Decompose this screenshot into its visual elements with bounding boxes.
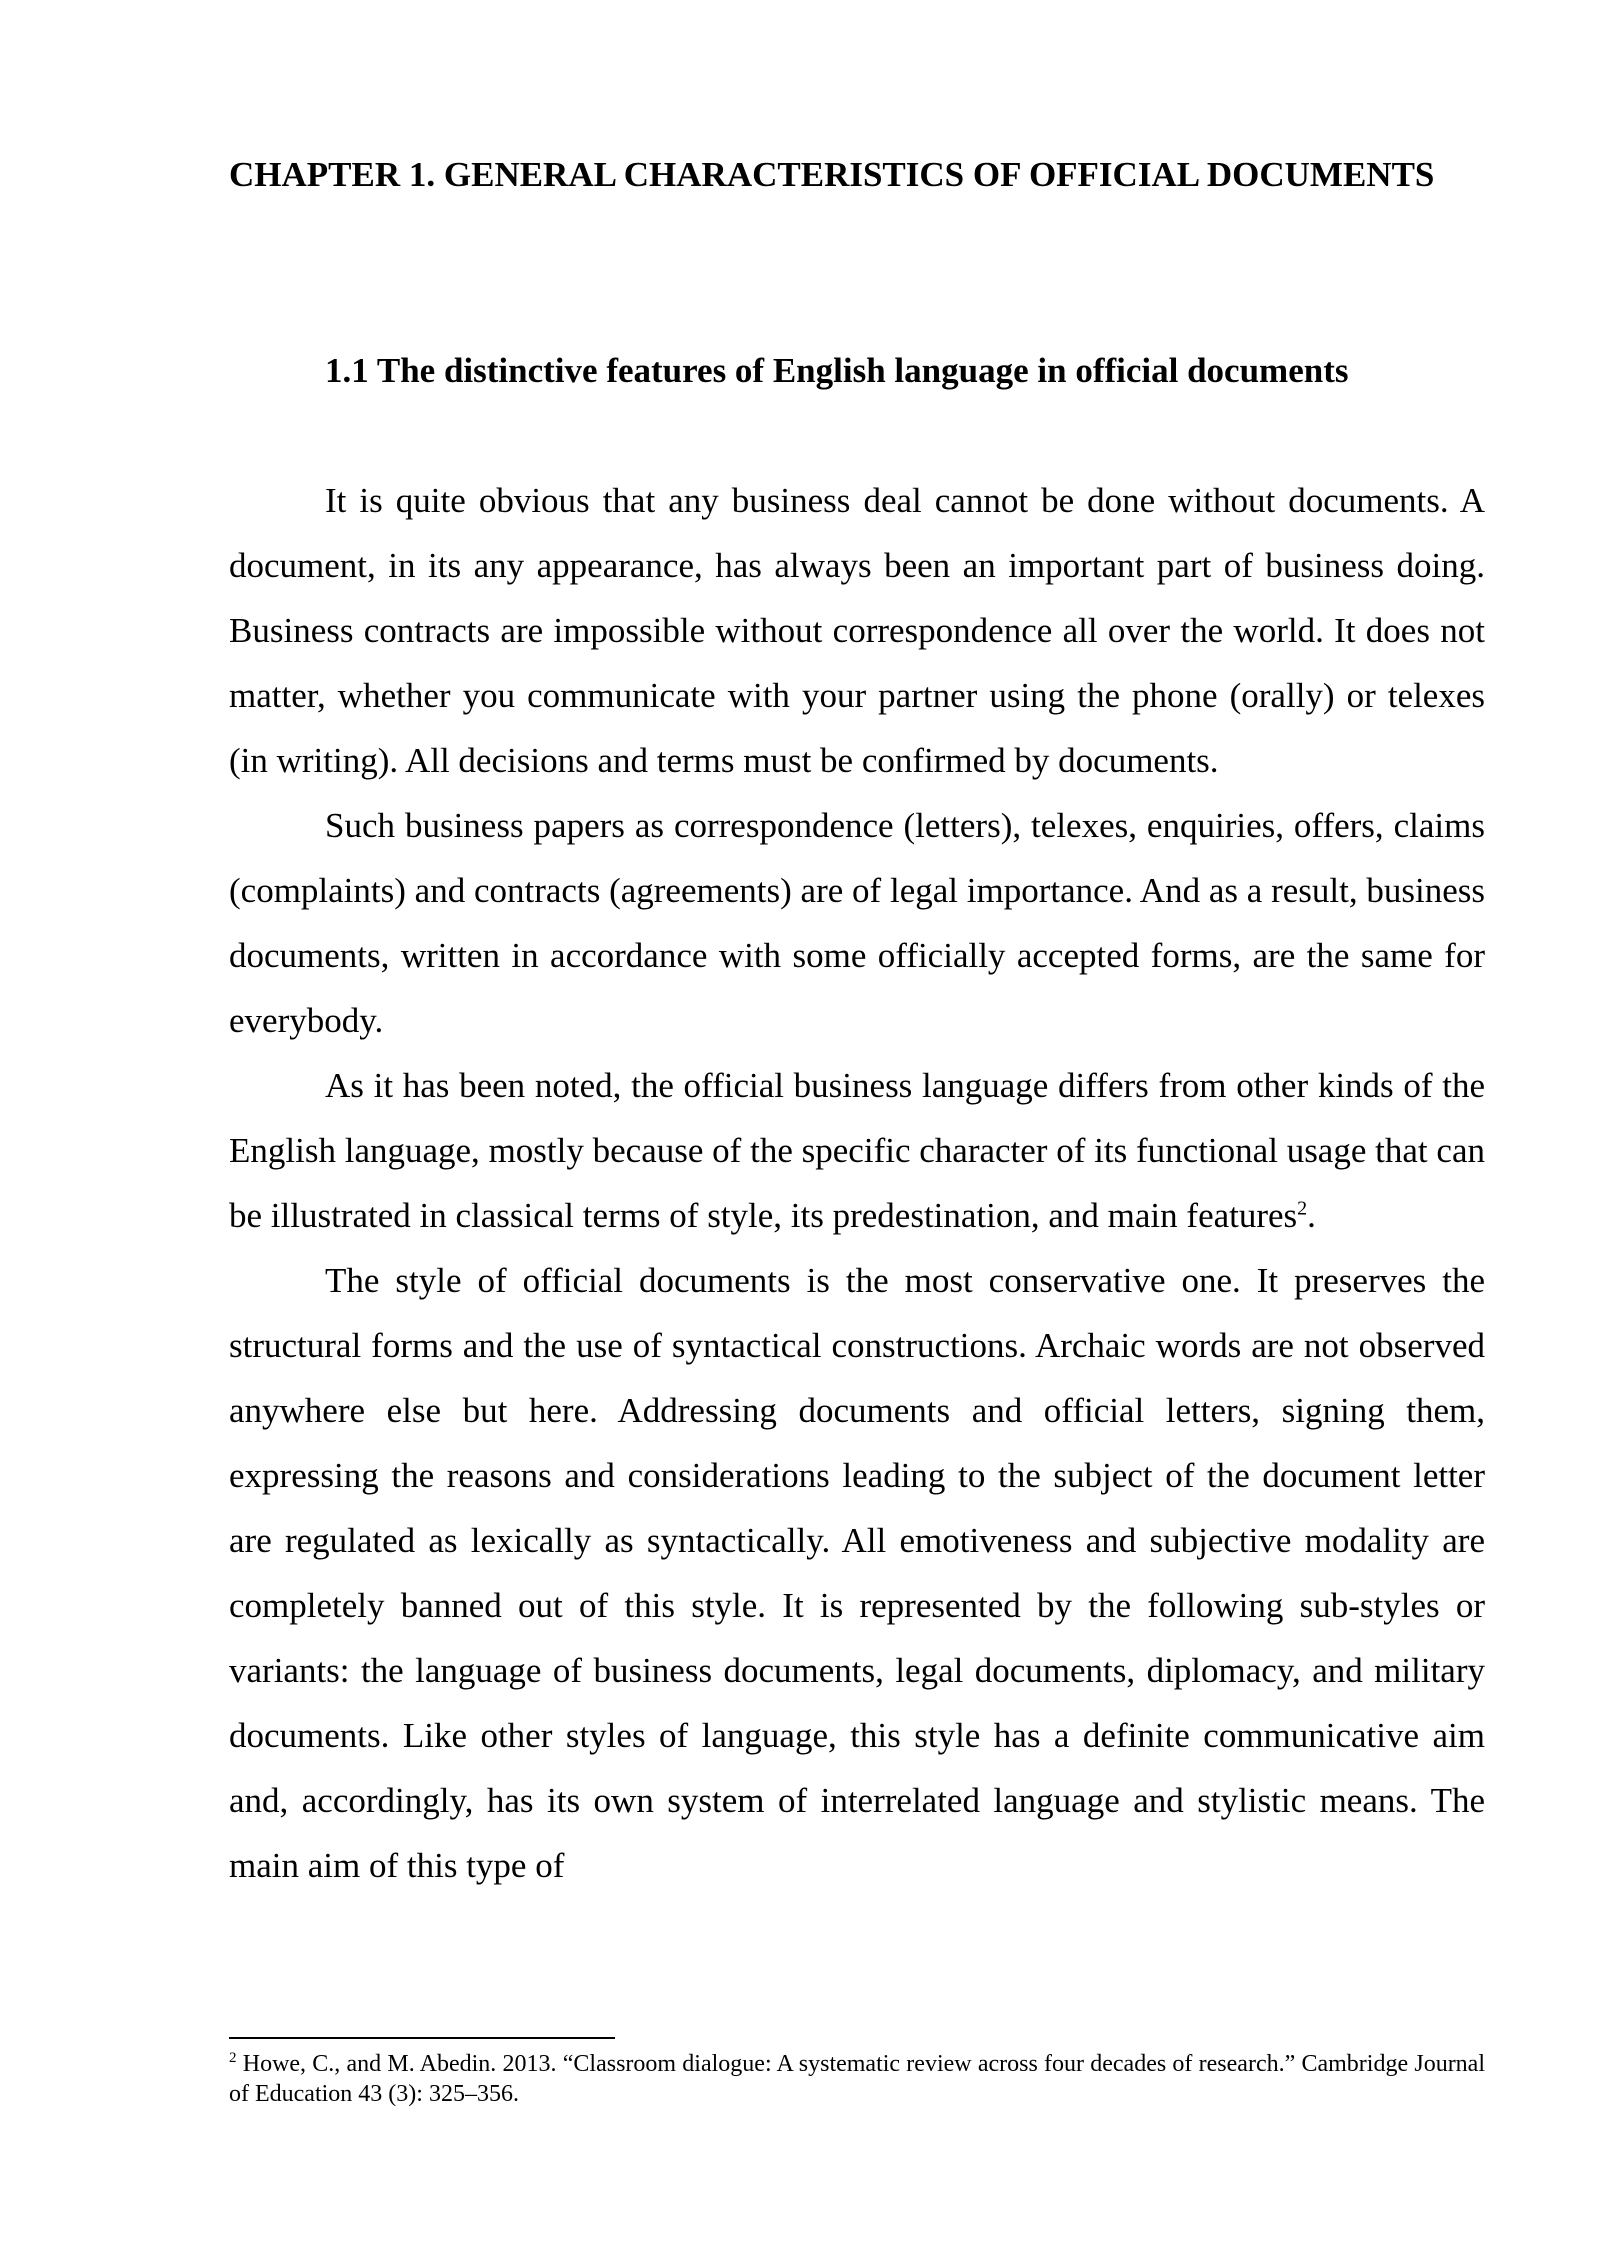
footnote-separator	[229, 2037, 615, 2039]
chapter-title: CHAPTER 1. GENERAL CHARACTERISTICS OF OFFICIAL DOCUMENTS	[229, 155, 1435, 194]
body-text	[229, 468, 1485, 1898]
footnote-text: Howe, C., and M. Abedin. 2013. “Classroom dialogue: A systematic review across four decades of research.” Cambridge Journal of Education 43 (3): 325–356.	[229, 2051, 1485, 2107]
footnote	[229, 2049, 1485, 2109]
paragraph	[229, 1053, 1485, 1248]
paragraph-text: As it has been noted, the official business language differs from other kinds of the English language, mostly because of the specific character of its functional usage that can be illustrated in classical terms of style, its predestination, and main features	[229, 1066, 1485, 1235]
paragraph: It is quite obvious that any business deal cannot be done without documents. A document, in its any appearance, has always been an important part of business doing. Business contracts are impossible without correspondence all over the world. It does not matter, whether you communicate with your partner using the phone (orally) or telexes (in writing). All decisions and terms must be confirmed by documents.	[229, 481, 1485, 780]
document-page	[229, 0, 1485, 2262]
paragraph: The style of official documents is the most conservative one. It preserves the structural forms and the use of syntactical constructions. Archaic words are not observed anywhere else but here. Addressing documents and official letters, signing them, expressing the reasons and considerations leading to the subject of the document letter are regulated as lexically as syntactically. All emotiveness and subjective modality are completely banned out of this style. It is represented by the following sub-styles or variants: the language of business documents, legal documents, diplomacy, and military documents. Like other styles of language, this style has a definite communicative aim and, accordingly, has its own system of interrelated language and stylistic means. The main aim of this type of	[229, 1261, 1485, 1885]
paragraph-text: .	[1307, 1196, 1316, 1235]
paragraph: Such business papers as correspondence (letters), telexes, enquiries, offers, claims (complaints) and contracts (agreements) are of legal importance. And as a result, business documents, written in accordance with some officially accepted forms, are the same for everybody.	[229, 806, 1485, 1040]
footnote-number: 2	[229, 2050, 237, 2066]
section-title: 1.1 The distinctive features of English language in official documents	[325, 351, 1349, 390]
footnote-reference: 2	[1297, 1197, 1308, 1220]
